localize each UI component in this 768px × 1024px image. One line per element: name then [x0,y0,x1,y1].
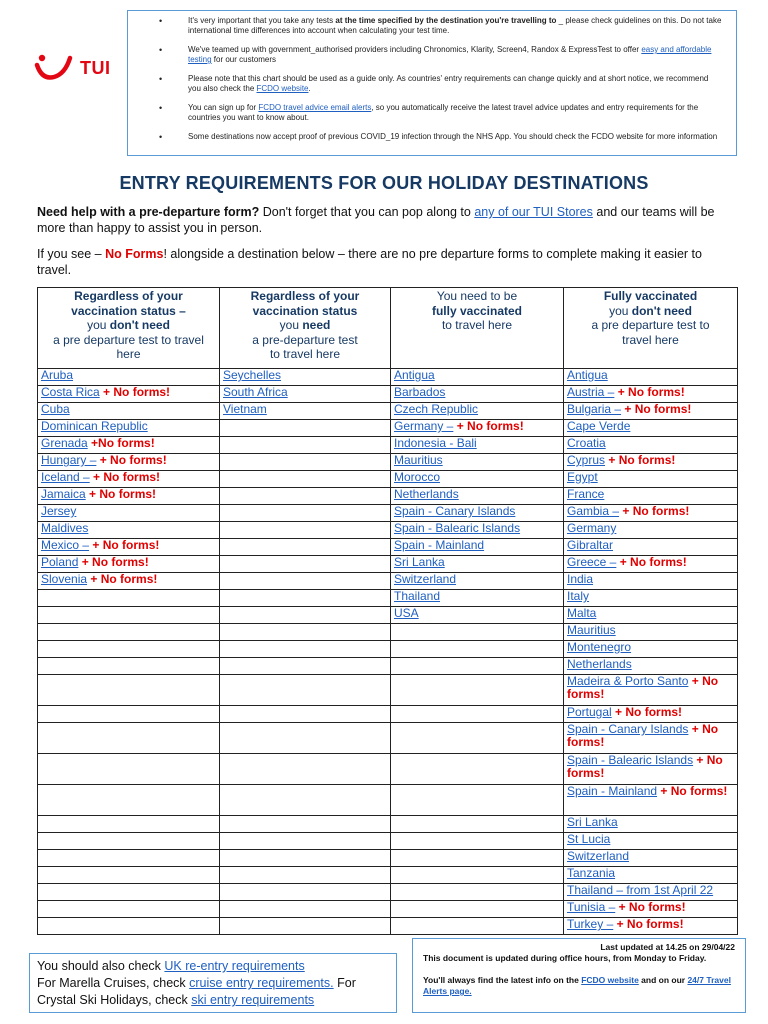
no-forms-badge: + No forms! [615,900,686,914]
destination-cell [220,607,391,624]
destination-cell [564,884,738,901]
no-forms-badge: + No forms! [567,674,719,701]
info-item [188,103,722,123]
destination-link[interactable]: India [567,572,594,586]
info-item-text: It's very important that you take any tests [188,16,336,25]
destination-cell [564,607,738,624]
destination-cell [391,386,564,403]
destination-cell [564,437,738,454]
info-item-text-end: , so you automatically receive the latest travel advice updates and entry requirements for the countries you want to know about. [188,103,699,122]
no-forms-badge: + No forms! [567,753,723,780]
destination-link[interactable]: Spain - Canary Islands [567,722,689,736]
table-row [38,386,738,403]
destination-cell [38,556,220,573]
destination-cell [391,403,564,420]
destination-link[interactable]: Grenada [41,436,88,450]
destination-link[interactable]: Aruba [41,368,74,382]
destination-link[interactable]: Spain - Balearic Islands [394,521,521,535]
destination-link[interactable]: Cape Verde [567,419,631,433]
no-forms-badge: + No forms! [657,784,728,798]
destination-cell [220,658,391,675]
destination-link[interactable]: Czech Republic [394,402,479,416]
table-row [38,573,738,590]
info-item-link[interactable]: FCDO travel advice email alerts [258,103,372,112]
destination-link[interactable]: Turkey – [567,917,614,931]
destination-cell [38,816,220,833]
destination-cell [391,785,564,816]
info-item-link[interactable]: FCDO website [256,84,309,93]
help-text-1: Don't forget that you can pop along to [259,205,475,219]
destination-cell [38,471,220,488]
destination-cell [38,369,220,386]
update-info-box [412,938,746,1013]
destination-cell [38,867,220,884]
table-row [38,488,738,505]
destination-link[interactable]: Poland [41,555,79,569]
info-item-text-end: . [308,84,311,93]
destination-link[interactable]: Barbados [394,385,446,399]
destination-cell [38,723,220,754]
destination-cell [38,607,220,624]
header-no-test-any-vax: Regardless of your vaccination status – you don't need a pre departure test to travel here [38,288,220,369]
tui-smile-icon [34,52,78,82]
destination-cell [220,901,391,918]
destination-link[interactable]: Jamaica [41,487,86,501]
destination-cell [391,590,564,607]
info-item-text-end: _ please check guidelines on this. Do not take international time differences into account when calculating your test time. [188,16,722,35]
table-row [38,539,738,556]
destination-cell [564,522,738,539]
destination-link[interactable]: Vietnam [223,402,267,416]
destination-cell [564,658,738,675]
destination-cell [564,754,738,785]
destination-cell [38,675,220,706]
destination-cell [220,471,391,488]
info-item [188,74,722,94]
destination-cell [564,556,738,573]
destination-cell [391,816,564,833]
table-row [38,833,738,850]
destination-cell [564,641,738,658]
table-row [38,607,738,624]
destination-cell [564,369,738,386]
no-forms-text-2: ! alongside a destination below – there are no pre departure forms to complete making it easier to travel. [37,247,702,277]
destination-link[interactable]: Iceland – [41,470,90,484]
destination-cell [564,420,738,437]
info-item [188,132,722,142]
destination-link[interactable]: Slovenia [41,572,88,586]
destination-link[interactable]: Sri Lanka [394,555,445,569]
destination-note: – from 1st April 22 [613,883,714,897]
also-check-text: You should also check [37,959,165,973]
destination-cell [220,505,391,522]
update-hours: This document is updated during office hours, from Monday to Friday. [423,953,707,963]
destination-cell [38,437,220,454]
destination-cell [38,901,220,918]
destination-cell [220,850,391,867]
no-forms-badge: + No forms! [453,419,524,433]
destination-cell [38,641,220,658]
destination-cell [38,850,220,867]
table-row [38,522,738,539]
destination-cell [564,867,738,884]
destination-link[interactable]: Morocco [394,470,441,484]
destination-cell [38,884,220,901]
destination-link[interactable]: Indonesia - Bali [394,436,477,450]
destination-cell [564,573,738,590]
destination-link[interactable]: Malta [567,606,597,620]
destination-cell [564,850,738,867]
table-row [38,641,738,658]
destination-cell [564,785,738,816]
destination-cell [38,386,220,403]
destination-link[interactable]: Portugal [567,705,612,719]
destination-cell [564,471,738,488]
info-list [128,11,736,142]
destination-cell [391,675,564,706]
latest-info-line: You'll always find the latest info on the FCDO website and on our 24/7 Travel Alerts page. [423,975,731,996]
destinations-table [37,287,738,935]
no-forms-text-1: If you see – [37,247,106,261]
page-title: ENTRY REQUIREMENTS FOR OUR HOLIDAY DESTINATIONS [119,173,649,193]
destination-cell [220,539,391,556]
destination-cell [220,816,391,833]
destination-link[interactable]: Hungary – [41,453,97,467]
destination-cell [220,420,391,437]
destination-link[interactable]: Germany – [394,419,454,433]
destination-link[interactable]: Sri Lanka [567,815,618,829]
destination-cell [38,403,220,420]
help-text-2: and our teams will be more than happy to assist you in person. [37,205,715,235]
destination-cell [220,918,391,935]
destination-cell [391,624,564,641]
tui-logo [34,52,124,86]
destination-cell [391,573,564,590]
destination-link[interactable]: Bulgaria – [567,402,622,416]
destination-link[interactable]: Spain - Mainland [567,784,658,798]
destination-link[interactable]: Egypt [567,470,598,484]
table-row [38,723,738,754]
no-forms-badge: + No forms! [78,555,149,569]
no-forms-badge: + No forms! [96,453,167,467]
destination-cell [564,901,738,918]
destination-cell [38,706,220,723]
destination-cell [220,867,391,884]
travel-alerts-link[interactable]: 24/7 Travel Alerts page. [423,975,731,996]
destination-cell [564,918,738,935]
destination-link[interactable]: Gambia – [567,504,620,518]
destination-cell [391,488,564,505]
destination-cell [38,573,220,590]
destination-cell [391,833,564,850]
destination-cell [220,624,391,641]
uk-reentry-link[interactable]: UK re-entry requirements [164,959,305,973]
destination-cell [220,386,391,403]
no-forms-badge: + No forms! [621,402,692,416]
destination-cell [564,624,738,641]
destination-cell [220,641,391,658]
destination-cell [38,420,220,437]
destination-cell [38,539,220,556]
table-row [38,901,738,918]
destination-link[interactable]: Tunisia – [567,900,616,914]
destination-cell [38,590,220,607]
destination-link[interactable]: Switzerland [567,849,630,863]
destination-link[interactable]: Mauritius [394,453,443,467]
table-row [38,471,738,488]
no-forms-badge: + No forms! [616,555,687,569]
cruise-entry-link[interactable]: cruise entry requirements. [189,976,334,990]
last-updated: Last updated at 14.25 on 29/04/22 [600,942,735,952]
destination-cell [391,918,564,935]
info-item-text: We've teamed up with government_authorised providers including Chronomics, Klarity, Screen4, Randox & ExpressTest to offer [188,45,642,54]
destination-link[interactable]: Thailand [394,589,441,603]
table-row [38,785,738,816]
table-row [38,816,738,833]
destination-cell [391,522,564,539]
header-vaccinated-no-test: Fully vaccinated you don't need a pre departure test to travel here [564,288,738,369]
destination-cell [391,641,564,658]
info-item-text: Some destinations now accept proof of previous COVID_19 infection through the NHS App. You should check the FCDO website for more information [188,132,718,141]
info-item-text: Please note that this chart should be used as a guide only. As countries' entry requirements can change quickly and at short notice, we recommend you also check the [188,74,709,93]
destination-cell [220,785,391,816]
destination-cell [391,420,564,437]
destination-link[interactable]: Tanzania [567,866,616,880]
ski-entry-link[interactable]: ski entry requirements [191,993,315,1007]
no-forms-badge: + No forms! [619,504,690,518]
destination-cell [391,706,564,723]
destination-cell [564,833,738,850]
destination-link[interactable]: Madeira & Porto Santo [567,674,689,688]
destination-link[interactable]: Costa Rica [41,385,100,399]
destination-cell [38,833,220,850]
destination-cell [220,884,391,901]
destination-cell [220,590,391,607]
destination-cell [220,754,391,785]
destination-cell [391,754,564,785]
destination-cell [391,867,564,884]
destination-cell [564,816,738,833]
destination-cell [220,833,391,850]
table-row [38,505,738,522]
destination-cell [564,505,738,522]
table-row [38,754,738,785]
destination-cell [220,403,391,420]
destination-cell [220,706,391,723]
table-row [38,918,738,935]
tui-wordmark: TUI [80,58,111,78]
table-row [38,706,738,723]
table-row [38,556,738,573]
destination-link[interactable]: USA [394,606,419,620]
destination-link[interactable]: Mauritius [567,623,616,637]
table-row [38,658,738,675]
destination-cell [391,901,564,918]
destination-link[interactable]: Italy [567,589,590,603]
destination-cell [220,556,391,573]
destination-cell [391,437,564,454]
crystal-text: For Crystal Ski Holidays, check [37,976,356,1007]
destination-cell [220,369,391,386]
destination-link[interactable]: Cuba [41,402,70,416]
table-row [38,590,738,607]
destination-cell [38,658,220,675]
destination-link[interactable]: Maldives [41,521,89,535]
destination-link[interactable]: Spain - Balearic Islands [567,753,694,767]
destination-link[interactable]: Netherlands [567,657,632,671]
info-item [188,16,722,36]
tui-stores-link[interactable]: any of our TUI Stores [474,205,593,219]
destination-cell [564,488,738,505]
destination-link[interactable]: Seychelles [223,368,282,382]
table-header-row [38,288,738,369]
table-row [38,437,738,454]
no-forms-badge: + No forms! [89,538,160,552]
destination-cell [391,658,564,675]
destination-cell [38,918,220,935]
destination-cell [391,471,564,488]
table-row [38,624,738,641]
table-row [38,884,738,901]
destination-cell [391,454,564,471]
also-check-box [29,953,397,1013]
destination-cell [564,590,738,607]
destination-link[interactable]: Greece – [567,555,617,569]
fcdo-website-link[interactable]: FCDO website [581,975,639,985]
destination-cell [564,723,738,754]
destination-link[interactable]: Antigua [567,368,608,382]
destination-link[interactable]: Germany [567,521,617,535]
destination-cell [220,675,391,706]
destination-cell [391,607,564,624]
table-row [38,369,738,386]
destination-cell [391,884,564,901]
no-forms-badge: + No forms! [613,917,684,931]
destination-cell [564,454,738,471]
destination-cell [564,386,738,403]
destination-link[interactable]: Antigua [394,368,435,382]
destination-cell [391,850,564,867]
destination-cell [38,488,220,505]
destination-cell [564,675,738,706]
destination-link[interactable]: South Africa [223,385,288,399]
info-item-text-end: for our customers [211,55,277,64]
destination-link[interactable]: Jersey [41,504,77,518]
destination-link[interactable]: Dominican Republic [41,419,148,433]
destination-cell [220,522,391,539]
destination-cell [38,454,220,471]
destination-cell [391,539,564,556]
destination-cell [220,437,391,454]
destination-cell [391,369,564,386]
no-forms-badge: + No forms! [605,453,676,467]
pre-departure-help-paragraph [37,205,737,236]
destination-link[interactable]: Gibraltar [567,538,614,552]
destination-cell [391,505,564,522]
destination-link[interactable]: France [567,487,605,501]
marella-text: For Marella Cruises, check [37,976,190,990]
destination-cell [391,556,564,573]
header-test-any-vax: Regardless of your vaccination status you need a pre-departure test to travel here [220,288,391,369]
no-forms-badge: + No forms! [614,385,685,399]
no-forms-badge: + No forms! [567,722,719,749]
table-row [38,420,738,437]
no-forms-keyword: No Forms [105,247,164,261]
destination-link[interactable]: Cyprus [567,453,606,467]
destination-cell [38,754,220,785]
destination-cell [564,403,738,420]
no-forms-badge: + No forms! [87,572,158,586]
destination-cell [38,505,220,522]
info-item-link[interactable]: easy and affordable testing [188,45,712,64]
info-box [127,10,737,156]
table-row [38,454,738,471]
destination-link[interactable]: Mexico – [41,538,90,552]
info-item-emphasis: at the time specified by the destination you're travelling to [335,16,557,25]
destination-cell [38,522,220,539]
no-forms-badge: + No forms! [99,385,171,399]
destination-link[interactable]: Austria – [567,385,615,399]
destinations-body [38,369,738,935]
destination-cell [564,539,738,556]
no-forms-badge: + No forms! [85,487,157,501]
destination-cell [220,454,391,471]
destination-cell [220,488,391,505]
destination-cell [391,723,564,754]
destination-link[interactable]: Spain - Mainland [394,538,485,552]
destination-link[interactable]: Netherlands [394,487,459,501]
destination-link[interactable]: Montenegro [567,640,632,654]
destination-link[interactable]: Croatia [567,436,606,450]
destination-cell [564,706,738,723]
info-item [188,45,722,65]
no-forms-badge: + No forms! [611,705,683,719]
table-row [38,850,738,867]
header-must-be-vaccinated: You need to be fully vaccinated to travel here [391,288,564,369]
destination-link[interactable]: Thailand [567,883,614,897]
table-row [38,675,738,706]
destination-link[interactable]: St Lucia [567,832,611,846]
destination-cell [220,573,391,590]
destination-link[interactable]: Switzerland [394,572,457,586]
no-forms-badge: + No forms! [89,470,161,484]
info-item-text: You can sign up for [188,103,259,112]
table-row [38,867,738,884]
help-question: Need help with a pre-departure form? [37,205,260,219]
no-forms-paragraph [37,247,737,278]
destination-cell [38,785,220,816]
table-row [38,403,738,420]
destination-cell [220,723,391,754]
no-forms-badge: +No forms! [87,436,155,450]
destination-cell [38,624,220,641]
destination-link[interactable]: Spain - Canary Islands [394,504,516,518]
